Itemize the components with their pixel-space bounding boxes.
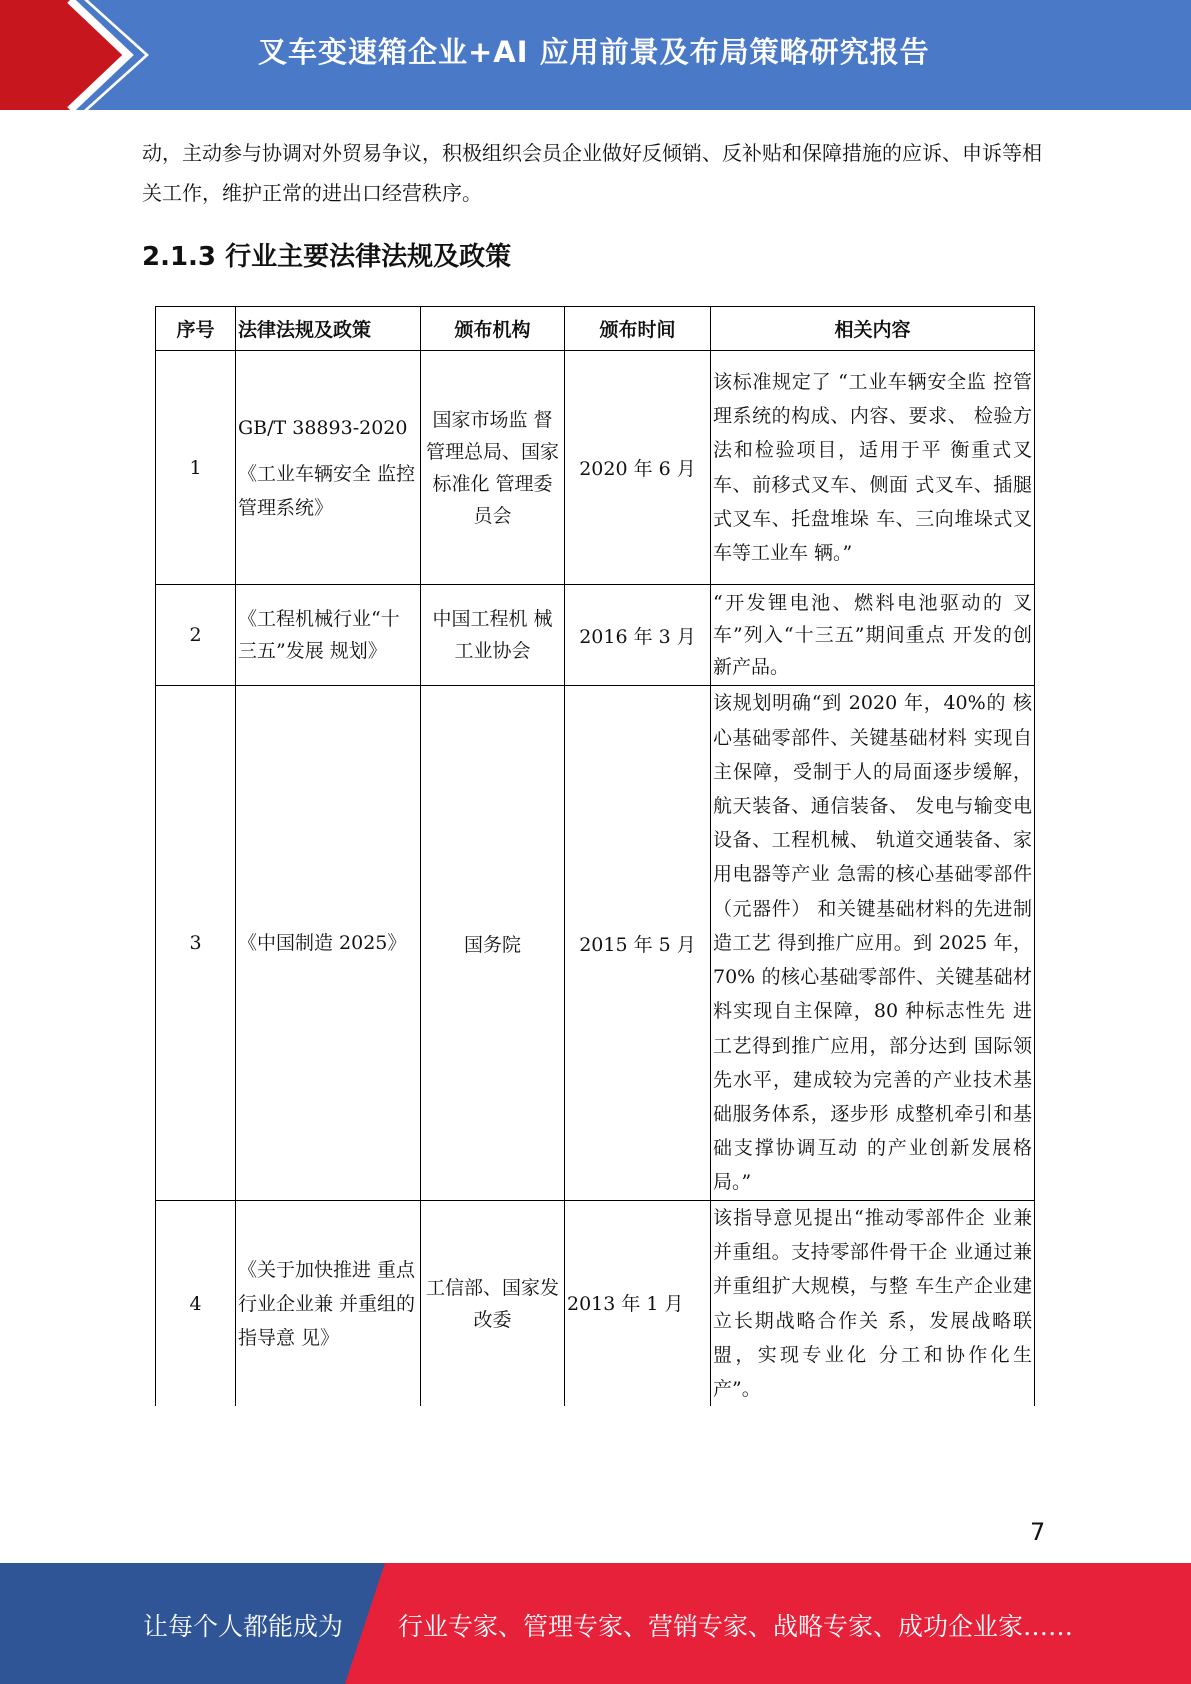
table-row (156, 686, 1035, 1201)
row-no: 4 (156, 1201, 236, 1407)
header-red-arrow (0, 0, 128, 110)
row-policy: 《中国制造 2025》 (236, 686, 421, 1201)
header-agency: 颁布机构 (421, 307, 565, 351)
row-date: 2020 年 6 月 (565, 351, 711, 585)
row-content: “开发锂电池、燃料电池驱动的 叉车”列入“十三五”期间重点 开发的创新产品。 (711, 585, 1035, 686)
intro-paragraph: 动，主动参与协调对外贸易争议，积极组织会员企业做好反倾销、反补贴和保障措施的应诉、申诉等相关工作，维护正常的进出口经营秩序。 (142, 141, 1042, 205)
section-heading: 2.1.3 行业主要法律法规及政策 (142, 242, 512, 272)
table-row (156, 1201, 1035, 1407)
row-agency: 中国工程机 械工业协会 (421, 585, 565, 686)
table-row (156, 351, 1035, 585)
policy-title: 《工业车辆安全 监控管理系统》 (238, 462, 416, 519)
header-content: 相关内容 (711, 307, 1035, 351)
row-content: 该指导意见提出“推动零部件企 业兼并重组。支持零部件骨干企 业通过兼并重组扩大规模，与整 车生产企业建立长期战略合作关 系，发展战略联盟，实现专业化 分工和协作化生产”。 (711, 1201, 1035, 1407)
header-no: 序号 (156, 307, 236, 351)
row-policy (236, 351, 421, 585)
row-content: 该标准规定了 “工业车辆安全监 控管理系统的构成、内容、要求、 检验方法和检验项目，适用于平 衡重式叉车、前移式叉车、侧面 式叉车、插腿式叉车、托盘堆垛 车、三向堆垛式叉车等工业车 辆。” (711, 351, 1035, 585)
footer-slogan-left: 让每个人都能成为 (143, 1612, 344, 1641)
row-content: 该规划明确“到 2020 年，40%的 核心基础零部件、关键基础材料 实现自主保障，受制于人的局面逐步缓解，航天装备、通信装备、 发电与输变电设备、工程机械、 轨道交通装备、家用电器等产业 急需的核心基础零部件（元器件） 和关键基础材料的先进制造工艺 得到推广应用。到 2025 年，70% 的核心基础零部件、关键基础材 料实现自主保障，80 种标志性先 进工艺得到推广应用，部分达到 国际领先水平，建成较为完善的产业技术基础服务体系，逐步形 成整机牵引和基础支撑协调互动 的产业创新发展格局。” (711, 686, 1035, 1201)
row-policy: 《工程机械行业“十三五”发展 规划》 (236, 585, 421, 686)
row-date: 2015 年 5 月 (565, 686, 711, 1201)
policy-standard-code: GB/T 38893-2020 (238, 416, 408, 439)
header-title: 叉车变速箱企业+AI 应用前景及布局策略研究报告 (258, 35, 930, 69)
row-agency: 工信部、国家发改委 (421, 1201, 565, 1407)
header-date: 颁布时间 (565, 307, 711, 351)
policy-table (155, 306, 1035, 1406)
page-number: 7 (1030, 1518, 1046, 1546)
table-header-row (156, 307, 1035, 351)
row-no: 2 (156, 585, 236, 686)
row-date: 2016 年 3 月 (565, 585, 711, 686)
header-policy: 法律法规及政策 (236, 307, 421, 351)
row-agency: 国务院 (421, 686, 565, 1201)
page-footer (0, 1563, 1191, 1684)
row-no: 1 (156, 351, 236, 585)
row-date: 2013 年 1 月 (565, 1201, 711, 1407)
footer-slogan-right: 行业专家、管理专家、营销专家、战略专家、成功企业家…… (398, 1612, 1074, 1641)
row-policy: 《关于加快推进 重点行业企业兼 并重组的指导意 见》 (236, 1201, 421, 1407)
row-no: 3 (156, 686, 236, 1201)
row-agency: 国家市场监 督管理总局、国家标准化 管理委员会 (421, 351, 565, 585)
page-header (0, 0, 1191, 110)
table-row (156, 585, 1035, 686)
